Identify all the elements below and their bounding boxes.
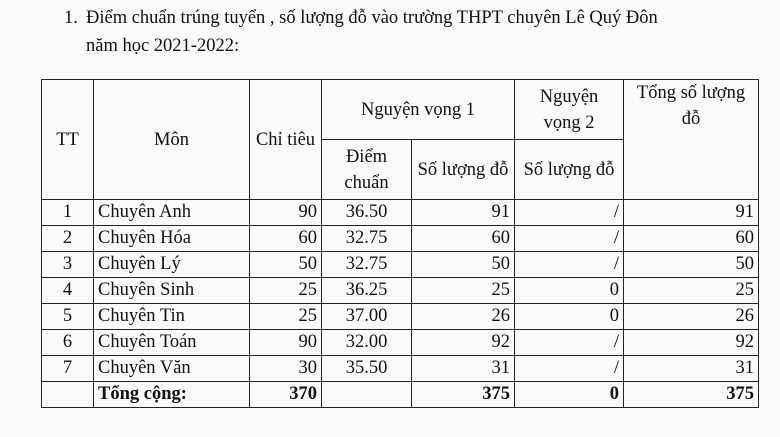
cell-chi-tieu: 50 [250,252,322,278]
cell-tong: 92 [624,330,759,356]
heading-line-1 [64,4,764,32]
cell-mon: Chuyên Anh [94,200,250,226]
heading-text: Điểm chuẩn trúng tuyển , số lượng đỗ vào trường THPT chuyên Lê Quý Đôn [86,8,658,28]
cell-chi-tieu: 60 [250,226,322,252]
header-mon: Môn [94,80,250,200]
cell-mon: Chuyên Toán [94,330,250,356]
cell-diem: 35.50 [322,356,412,382]
header-tong: Tổng số lượng đỗ [624,80,759,200]
total-tt [42,382,94,408]
admission-table [41,79,759,408]
total-diem [322,382,412,408]
table-row [42,278,759,304]
heading-line-2: năm học 2021-2022: [86,36,240,56]
cell-diem: 36.25 [322,278,412,304]
table-row [42,200,759,226]
section-heading [64,4,764,60]
cell-tt: 7 [42,356,94,382]
cell-tong: 25 [624,278,759,304]
total-sl2: 0 [515,382,624,408]
cell-sl1: 31 [412,356,515,382]
cell-sl1: 25 [412,278,515,304]
cell-sl2: / [515,200,624,226]
cell-tong: 31 [624,356,759,382]
cell-diem: 32.75 [322,226,412,252]
cell-sl2: / [515,330,624,356]
cell-sl1: 92 [412,330,515,356]
table-row [42,226,759,252]
cell-mon: Chuyên Sinh [94,278,250,304]
cell-mon: Chuyên Tin [94,304,250,330]
cell-sl1: 91 [412,200,515,226]
table-row [42,356,759,382]
cell-tt: 1 [42,200,94,226]
cell-diem: 32.75 [322,252,412,278]
header-nv1-diem: Điểm chuẩn [322,140,412,200]
header-nv2: Nguyện vọng 2 [515,80,624,140]
header-chi-tieu: Chỉ tiêu [250,80,322,200]
total-tong: 375 [624,382,759,408]
header-nv2-sl: Số lượng đỗ [515,140,624,200]
cell-diem: 32.00 [322,330,412,356]
cell-diem: 36.50 [322,200,412,226]
heading-number: 1. [64,8,78,28]
header-tt: TT [42,80,94,200]
cell-tong: 26 [624,304,759,330]
cell-sl2: / [515,356,624,382]
cell-tong: 50 [624,252,759,278]
total-sl1: 375 [412,382,515,408]
cell-sl2: 0 [515,304,624,330]
cell-tong: 60 [624,226,759,252]
cell-tt: 5 [42,304,94,330]
table-row [42,304,759,330]
cell-sl1: 50 [412,252,515,278]
cell-sl2: / [515,226,624,252]
cell-mon: Chuyên Hóa [94,226,250,252]
cell-tt: 3 [42,252,94,278]
table-row [42,330,759,356]
cell-tt: 4 [42,278,94,304]
cell-sl2: 0 [515,278,624,304]
total-chi-tieu: 370 [250,382,322,408]
total-row [42,382,759,408]
total-label: Tổng cộng: [94,382,250,408]
table-row [42,252,759,278]
header-nv1-sl: Số lượng đỗ [412,140,515,200]
cell-sl1: 60 [412,226,515,252]
cell-mon: Chuyên Văn [94,356,250,382]
cell-chi-tieu: 25 [250,278,322,304]
cell-diem: 37.00 [322,304,412,330]
cell-mon: Chuyên Lý [94,252,250,278]
cell-chi-tieu: 30 [250,356,322,382]
cell-chi-tieu: 25 [250,304,322,330]
cell-tong: 91 [624,200,759,226]
cell-tt: 6 [42,330,94,356]
cell-sl1: 26 [412,304,515,330]
header-nv1: Nguyện vọng 1 [322,80,515,140]
cell-tt: 2 [42,226,94,252]
cell-sl2: / [515,252,624,278]
cell-chi-tieu: 90 [250,330,322,356]
cell-chi-tieu: 90 [250,200,322,226]
